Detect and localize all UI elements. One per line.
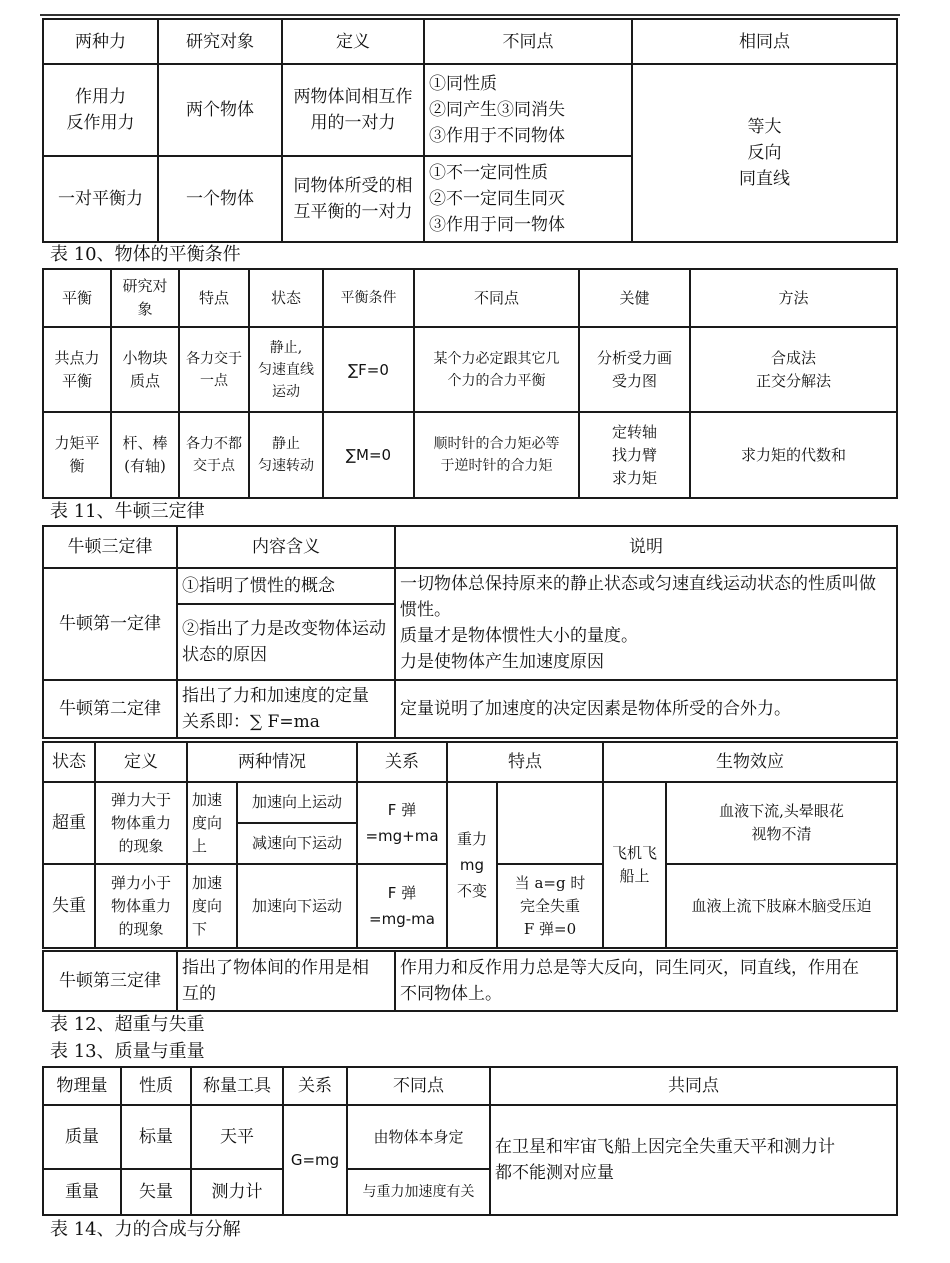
table-cell: 标量 <box>121 1105 191 1169</box>
table-cell: 求力矩的代数和 <box>690 412 897 498</box>
state-cell: 超重 <box>43 782 95 864</box>
table-cell: 杆、棒 (有轴) <box>111 412 179 498</box>
table-cell: 弹力大于 物体重力 的现象 <box>95 782 187 864</box>
force-comparison-table <box>42 18 898 243</box>
table-cell: 合成法 正交分解法 <box>690 327 897 412</box>
table-cell: 某个力必定跟其它几 个力的合力平衡 <box>414 327 579 412</box>
table-cell: 定转轴 找力臂 求力矩 <box>579 412 690 498</box>
table-cell: 质量 <box>43 1105 121 1169</box>
table-cell: 加速 度向 下 <box>187 864 237 948</box>
caption-table-13: 表 13、质量与重量 <box>50 1041 205 1062</box>
header-cell: 共同点 <box>490 1067 897 1105</box>
table-cell: 天平 <box>191 1105 283 1169</box>
header-cell: 关系 <box>357 742 447 782</box>
table-cell: 同物体所受的相 互平衡的一对力 <box>282 156 424 242</box>
table-cell: 一对平衡力 <box>43 156 158 242</box>
table-cell: 两物体间相互作 用的一对力 <box>282 64 424 156</box>
header-cell: 特点 <box>447 742 603 782</box>
table-cell: 分析受力画 受力图 <box>579 327 690 412</box>
header-cell: 称量工具 <box>191 1067 283 1105</box>
relation-cell: G=mg <box>283 1105 347 1215</box>
table-cell: 矢量 <box>121 1169 191 1215</box>
table-cell <box>497 782 603 864</box>
table-cell: 共点力 平衡 <box>43 327 111 412</box>
caption-table-11: 表 11、牛顿三定律 <box>50 501 205 522</box>
table-cell: 与重力加速度有关 <box>347 1169 490 1215</box>
caption-table-12: 表 12、超重与失重 <box>50 1014 205 1035</box>
table-cell: 减速向下运动 <box>237 823 357 864</box>
header-cell: 特点 <box>179 269 249 327</box>
header-cell: 物理量 <box>43 1067 121 1105</box>
header-cell: 关健 <box>579 269 690 327</box>
newton-laws-table <box>42 525 898 739</box>
mass-weight-table <box>42 1066 898 1216</box>
table-cell: 两个物体 <box>158 64 282 156</box>
table-cell: 顺时针的合力矩必等 于逆时针的合力矩 <box>414 412 579 498</box>
table-cell: 静止, 匀速直线 运动 <box>249 327 323 412</box>
caption-table-10: 表 10、物体的平衡条件 <box>50 244 241 265</box>
header-cell: 定义 <box>282 19 424 64</box>
header-cell: 生物效应 <box>603 742 897 782</box>
table-cell: 各力交于 一点 <box>179 327 249 412</box>
table-cell: 由物体本身定 <box>347 1105 490 1169</box>
header-cell: 平衡条件 <box>323 269 414 327</box>
table-cell: 血液上流下肢麻木脑受压迫 <box>666 864 897 948</box>
table-cell: 重量 <box>43 1169 121 1215</box>
caption-table-14: 表 14、力的合成与分解 <box>50 1219 241 1240</box>
table-cell: 作用力 反作用力 <box>43 64 158 156</box>
table-cell: 指出了力和加速度的定量 关系即：∑ F=ma <box>177 680 395 738</box>
state-cell: 失重 <box>43 864 95 948</box>
header-cell: 研究对 象 <box>111 269 179 327</box>
equilibrium-table <box>42 268 898 499</box>
table-cell: 一切物体总保持原来的静止状态或匀速直线运动状态的性质叫做惯性。 质量才是物体惯性大小的量度。 力是使物体产生加速度原因 <box>395 568 897 680</box>
table-cell: 力矩平 衡 <box>43 412 111 498</box>
table-cell: 定量说明了加速度的决定因素是物体所受的合外力。 <box>395 680 897 738</box>
table-cell: ∑F=0 <box>323 327 414 412</box>
table-cell: 各力不都 交于点 <box>179 412 249 498</box>
table-cell: 作用力和反作用力总是等大反向，同生同灭，同直线，作用在 不同物体上。 <box>395 951 897 1011</box>
table-cell: ①同性质 ②同产生③同消失 ③作用于不同物体 <box>424 64 632 156</box>
header-cell: 平衡 <box>43 269 111 327</box>
common-points-cell: 在卫星和牢宙飞船上因完全失重天平和测力计 都不能测对应量 <box>490 1105 897 1215</box>
table-cell: 弹力小于 物体重力 的现象 <box>95 864 187 948</box>
table-cell: 指出了物体间的作用是相 互的 <box>177 951 395 1011</box>
header-cell: 状态 <box>249 269 323 327</box>
header-cell: 状态 <box>43 742 95 782</box>
table-cell: 加速 度向 上 <box>187 782 237 864</box>
table-cell: 一个物体 <box>158 156 282 242</box>
table-cell: ①指明了惯性的概念 <box>177 568 395 604</box>
law-name-cell: 牛顿第一定律 <box>43 568 177 680</box>
header-cell: 说明 <box>395 526 897 568</box>
table-cell: 加速向上运动 <box>237 782 357 823</box>
top-rule <box>40 14 900 16</box>
relation-cell: F 弹 =mg+ma <box>357 782 447 864</box>
header-cell: 定义 <box>95 742 187 782</box>
header-cell: 不同点 <box>414 269 579 327</box>
header-cell: 性质 <box>121 1067 191 1105</box>
weight-cell: 重力 mg 不变 <box>447 782 497 948</box>
header-cell: 方法 <box>690 269 897 327</box>
table-cell: 加速向下运动 <box>237 864 357 948</box>
law-name-cell: 牛顿第三定律 <box>43 951 177 1011</box>
header-cell: 两种力 <box>43 19 158 64</box>
table-cell: ∑M=0 <box>323 412 414 498</box>
overweight-weightless-table <box>42 741 898 949</box>
header-cell: 牛顿三定律 <box>43 526 177 568</box>
header-cell: 研究对象 <box>158 19 282 64</box>
table-cell: 小物块 质点 <box>111 327 179 412</box>
table-cell: ②指出了力是改变物体运动状态的原因 <box>177 604 395 680</box>
header-cell: 关系 <box>283 1067 347 1105</box>
newton-third-law-table <box>42 950 898 1012</box>
table-cell: 当 a=g 时 完全失重 F 弹=0 <box>497 864 603 948</box>
header-cell: 内容含义 <box>177 526 395 568</box>
table-cell: 测力计 <box>191 1169 283 1215</box>
header-cell: 相同点 <box>632 19 897 64</box>
law-name-cell: 牛顿第二定律 <box>43 680 177 738</box>
relation-cell: F 弹 =mg-ma <box>357 864 447 948</box>
table-cell: 血液下流,头晕眼花 视物不清 <box>666 782 897 864</box>
table-cell: 飞机飞 船上 <box>603 782 666 948</box>
header-cell: 不同点 <box>424 19 632 64</box>
header-cell: 两种情况 <box>187 742 357 782</box>
header-cell: 不同点 <box>347 1067 490 1105</box>
table-cell: 静止 匀速转动 <box>249 412 323 498</box>
common-points-cell: 等大 反向 同直线 <box>632 64 897 242</box>
table-cell: ①不一定同性质 ②不一定同生同灭 ③作用于同一物体 <box>424 156 632 242</box>
